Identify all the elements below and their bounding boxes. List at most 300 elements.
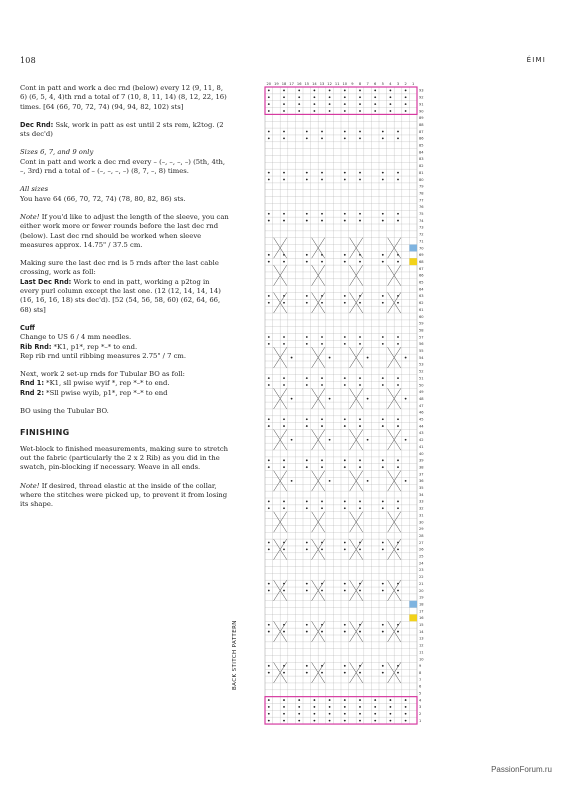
purl-symbol [405,110,407,112]
row-number: 3 [419,705,422,710]
purl-symbol [306,254,308,256]
row-number: 87 [419,129,424,134]
purl-symbol [359,220,361,222]
purl-symbol [306,336,308,338]
purl-symbol [382,137,384,139]
next-text: Next, work 2 set-up rnds for Tubular BO as foll: [20,370,185,379]
purl-symbol [283,590,285,592]
purl-symbol [359,706,361,708]
purl-symbol [321,507,323,509]
purl-symbol [321,384,323,386]
row-number: 72 [419,232,424,237]
purl-symbol [397,377,399,379]
purl-symbol [382,179,384,181]
purl-symbol [344,295,346,297]
purl-symbol [268,459,270,461]
sizes-label: Sizes 6, 7, and 9 only [20,148,94,157]
dec-rnd-text: Ssk, work in patt as est until 2 sts rem, k2tog. (2 sts dec'd) [20,120,224,139]
purl-symbol [344,254,346,256]
purl-symbol [268,624,270,626]
purl-symbol [283,172,285,174]
purl-symbol [298,706,300,708]
purl-symbol [359,131,361,133]
purl-symbol [268,110,270,112]
purl-symbol [329,398,331,400]
row-number: 23 [419,568,424,573]
row-number: 77 [419,198,424,203]
row-number: 10 [419,657,424,662]
purl-symbol [283,302,285,304]
purl-symbol [344,103,346,105]
purl-symbol [344,713,346,715]
purl-symbol [283,110,285,112]
purl-symbol [344,590,346,592]
purl-symbol [344,542,346,544]
purl-symbol [306,624,308,626]
purl-symbol [283,548,285,550]
row-number: 73 [419,225,424,230]
purl-symbol [283,90,285,92]
note2-text: If desired, thread elastic at the inside of the collar, where the stitches were picked up, to prevent it from losing its shape. [20,481,228,509]
purl-symbol [344,213,346,215]
purl-symbol [298,110,300,112]
row-number: 5 [419,691,422,696]
purl-symbol [321,302,323,304]
row-number: 67 [419,266,424,271]
dec-rnd-label: Dec Rnd: [20,120,54,129]
purl-symbol [359,713,361,715]
row-number: 49 [419,390,424,395]
purl-symbol [367,480,369,482]
row-number: 80 [419,177,424,182]
purl-symbol [268,466,270,468]
row-number: 53 [419,362,424,367]
row-number: 43 [419,431,424,436]
purl-symbol [283,343,285,345]
purl-symbol [268,583,270,585]
purl-symbol [283,377,285,379]
purl-symbol [397,459,399,461]
row-number: 27 [419,540,424,545]
purl-symbol [374,720,376,722]
purl-symbol [374,699,376,701]
purl-symbol [344,720,346,722]
purl-symbol [397,672,399,674]
purl-symbol [405,398,407,400]
purl-symbol [405,713,407,715]
row-number: 18 [419,602,424,607]
purl-symbol [321,137,323,139]
purl-symbol [382,220,384,222]
purl-symbol [390,713,392,715]
purl-symbol [359,384,361,386]
column-number: 6 [374,82,377,86]
purl-symbol [321,548,323,550]
purl-symbol [268,699,270,701]
row-number: 51 [419,376,424,381]
row-number: 41 [419,444,424,449]
purl-symbol [329,720,331,722]
purl-symbol [306,295,308,297]
purl-symbol [390,96,392,98]
purl-symbol [382,261,384,263]
purl-symbol [321,418,323,420]
purl-symbol [359,377,361,379]
row-number: 47 [419,403,424,408]
purl-symbol [397,302,399,304]
column-number: 15 [304,82,310,86]
purl-symbol [268,137,270,139]
purl-symbol [397,137,399,139]
purl-symbol [321,336,323,338]
purl-symbol [397,631,399,633]
purl-symbol [306,384,308,386]
column-number: 4 [389,82,392,86]
row-number: 33 [419,499,424,504]
column-number: 19 [274,82,279,86]
purl-symbol [283,459,285,461]
row-number: 85 [419,143,424,148]
cuff-label: Cuff [20,323,35,332]
purl-symbol [382,418,384,420]
purl-symbol [397,172,399,174]
purl-symbol [359,672,361,674]
row-number: 21 [419,581,424,586]
purl-symbol [344,90,346,92]
purl-symbol [344,672,346,674]
purl-symbol [382,507,384,509]
purl-symbol [359,302,361,304]
column-number: 5 [381,82,384,86]
purl-symbol [344,377,346,379]
purl-symbol [268,665,270,667]
purl-symbol [344,507,346,509]
row-number: 6 [419,684,422,689]
purl-symbol [268,501,270,503]
purl-symbol [344,425,346,427]
paragraph-tubular-setup [20,370,230,398]
column-number: 8 [358,82,362,86]
purl-symbol [321,501,323,503]
purl-symbol [359,336,361,338]
purl-symbol [382,213,384,215]
purl-symbol [329,706,331,708]
purl-symbol [306,377,308,379]
paragraph-dec-rnd [20,121,230,140]
purl-symbol [268,720,270,722]
purl-symbol [359,548,361,550]
page-number: 108 [20,56,36,65]
paragraph-cuff [20,324,230,361]
row-number: 70 [419,246,424,251]
row-number: 7 [419,677,422,682]
purl-symbol [405,439,407,441]
purl-symbol [390,103,392,105]
purl-symbol [397,179,399,181]
purl-symbol [344,261,346,263]
row-number: 88 [419,122,424,127]
purl-symbol [321,466,323,468]
purl-symbol [283,713,285,715]
purl-symbol [374,713,376,715]
purl-symbol [314,96,316,98]
highlight-cell-blue [409,245,417,252]
purl-symbol [359,103,361,105]
purl-symbol [283,103,285,105]
purl-symbol [359,720,361,722]
purl-symbol [283,137,285,139]
row-number: 92 [419,95,424,100]
row-number: 30 [419,520,424,525]
purl-symbol [283,213,285,215]
purl-symbol [382,542,384,544]
paragraph-dec-intro: Cont in patt and work a dec rnd (below) every 12 (9, 11, 8, 6) (6, 5, 4, 4)th rnd a total of 7 (10, 8, 11, 14) (8, 12, 22, 16) times. [64 (66, 70, 72, 74) (94, 94, 82, 102) sts] [20,84,227,111]
purl-symbol [397,548,399,550]
purl-symbol [321,261,323,263]
purl-symbol [344,172,346,174]
purl-symbol [268,261,270,263]
row-number: 32 [419,506,424,511]
row-number: 26 [419,547,424,552]
row-number: 4 [419,698,422,703]
purl-symbol [321,377,323,379]
sizes-text: Cont in patt and work a dec rnd every – (–, –, –, –) (5th, 4th, –, 3rd) rnd a total of – (–, –, –, –) (8, 7, –, 8) times. [20,157,226,176]
row-number: 11 [419,650,424,655]
purl-symbol [268,254,270,256]
purl-symbol [344,699,346,701]
instructions-column [20,84,230,518]
purl-symbol [321,343,323,345]
rnd2-label: Rnd 2: [20,388,45,397]
row-number: 81 [419,170,424,175]
purl-symbol [329,439,331,441]
purl-symbol [306,590,308,592]
purl-symbol [268,172,270,174]
purl-symbol [298,720,300,722]
purl-symbol [283,418,285,420]
purl-symbol [306,583,308,585]
note2-label: Note! [20,481,40,490]
purl-symbol [283,672,285,674]
purl-symbol [314,720,316,722]
purl-symbol [397,507,399,509]
row-number: 20 [419,588,424,593]
purl-symbol [268,96,270,98]
purl-symbol [283,179,285,181]
row-number: 54 [419,355,424,360]
purl-symbol [298,699,300,701]
purl-symbol [321,172,323,174]
purl-symbol [268,590,270,592]
row-number: 74 [419,218,424,223]
paragraph-finishing: Wet-block to finished measurements, making sure to stretch out the fabric (particularly the 2 x 2 Rib) as you did in the swatch, pin-blocking if necessary. Weave in all ends. [20,444,229,472]
row-number: 91 [419,102,424,107]
row-number: 31 [419,513,424,518]
row-number: 84 [419,150,424,155]
all-sizes-text: You have 64 (66, 70, 72, 74) (78, 80, 82, 86) sts. [20,194,186,203]
purl-symbol [382,672,384,674]
purl-symbol [344,96,346,98]
column-number: 17 [289,82,294,86]
purl-symbol [382,295,384,297]
purl-symbol [359,213,361,215]
row-number: 46 [419,410,424,415]
purl-symbol [283,466,285,468]
all-sizes-label: All sizes [20,185,49,194]
purl-symbol [359,110,361,112]
purl-symbol [268,343,270,345]
row-number: 69 [419,253,424,258]
purl-symbol [268,418,270,420]
column-number: 10 [342,82,348,86]
row-number: 22 [419,575,424,580]
purl-symbol [321,131,323,133]
purl-symbol [382,254,384,256]
row-number: 24 [419,561,424,566]
cuff-text: Change to US 6 / 4 mm needles. [20,333,132,342]
purl-symbol [321,590,323,592]
column-number: 11 [334,82,340,86]
purl-symbol [344,459,346,461]
purl-symbol [306,343,308,345]
purl-symbol [306,507,308,509]
purl-symbol [283,631,285,633]
note-text: If you'd like to adjust the length of the sleeve, you can either work more or fewer rounds before the last dec rnd (below). Last dec rnd should be worked when sleeve measures approx. 14.75" / 37.5 cm. [20,212,229,249]
row-number: 29 [419,527,424,532]
row-number: 14 [419,629,424,634]
row-number: 56 [419,342,424,347]
finishing-heading: FINISHING [20,428,70,438]
row-number: 79 [419,184,424,189]
purl-symbol [397,131,399,133]
purl-symbol [344,343,346,345]
purl-symbol [268,706,270,708]
row-number: 60 [419,314,424,319]
purl-symbol [397,220,399,222]
purl-symbol [382,466,384,468]
purl-symbol [306,179,308,181]
purl-symbol [374,706,376,708]
purl-symbol [344,583,346,585]
purl-symbol [382,548,384,550]
column-number: 7 [366,82,369,86]
purl-symbol [283,336,285,338]
purl-symbol [298,96,300,98]
row-number: 35 [419,486,424,491]
purl-symbol [374,103,376,105]
purl-symbol [306,548,308,550]
purl-symbol [268,631,270,633]
purl-symbol [314,699,316,701]
column-number: 3 [396,82,400,86]
purl-symbol [298,713,300,715]
column-number: 13 [319,82,325,86]
purl-symbol [390,706,392,708]
brand-name: ÉIMI [526,56,546,64]
row-number: 40 [419,451,424,456]
highlight-cell-yellow [409,258,417,265]
purl-symbol [367,439,369,441]
stitch-chart-svg [255,75,435,747]
column-number: 2 [404,82,407,86]
purl-symbol [344,384,346,386]
purl-symbol [306,542,308,544]
purl-symbol [321,631,323,633]
purl-symbol [329,110,331,112]
purl-symbol [397,425,399,427]
row-number: 82 [419,164,424,169]
highlight-cell-yellow [409,614,417,621]
purl-symbol [359,172,361,174]
purl-symbol [268,542,270,544]
row-number: 42 [419,438,424,443]
purl-symbol [268,131,270,133]
purl-symbol [268,713,270,715]
row-number: 68 [419,259,424,264]
column-number: 12 [327,82,332,86]
purl-symbol [359,425,361,427]
purl-symbol [382,631,384,633]
purl-symbol [390,110,392,112]
row-number: 13 [419,636,424,641]
purl-symbol [374,96,376,98]
row-number: 86 [419,136,424,141]
row-number: 75 [419,212,424,217]
row-number: 55 [419,349,424,354]
purl-symbol [344,548,346,550]
purl-symbol [374,110,376,112]
purl-symbol [291,357,293,359]
row-number: 89 [419,116,424,121]
column-number: 20 [266,82,272,86]
purl-symbol [283,261,285,263]
purl-symbol [390,699,392,701]
purl-symbol [382,665,384,667]
purl-symbol [382,302,384,304]
purl-symbol [283,699,285,701]
purl-symbol [283,96,285,98]
purl-symbol [397,213,399,215]
purl-symbol [283,720,285,722]
column-number: 16 [296,82,302,86]
row-number: 8 [419,670,422,675]
column-number: 1 [412,82,415,86]
purl-symbol [321,213,323,215]
row-number: 90 [419,109,424,114]
purl-symbol [359,699,361,701]
purl-symbol [359,507,361,509]
purl-symbol [329,699,331,701]
column-number: 18 [281,82,287,86]
row-number: 57 [419,335,424,340]
purl-symbol [359,501,361,503]
rib-label: Rib Rnd: [20,342,52,351]
purl-symbol [344,110,346,112]
purl-symbol [359,631,361,633]
row-number: 50 [419,383,424,388]
purl-symbol [382,172,384,174]
purl-symbol [329,103,331,105]
purl-symbol [268,302,270,304]
rnd1-text: *K1, sll pwise wyif *, rep *–* to end. [44,379,170,388]
row-number: 63 [419,294,424,299]
rib-repeat-text: Rep rib rnd until ribbing measures 2.75" / 7 cm. [20,351,186,360]
purl-symbol [359,137,361,139]
purl-symbol [344,706,346,708]
purl-symbol [359,179,361,181]
purl-symbol [359,90,361,92]
purl-symbol [367,357,369,359]
